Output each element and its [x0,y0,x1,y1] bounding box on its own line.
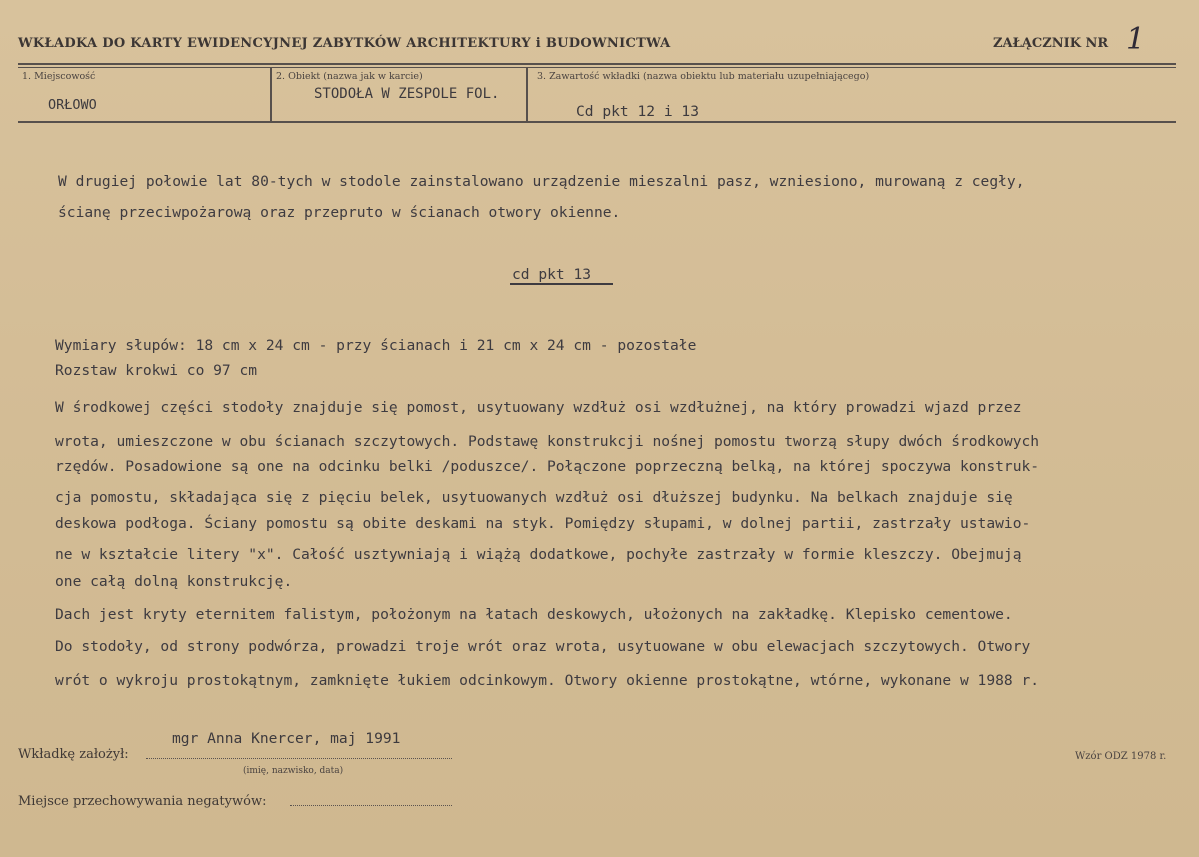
author-line [146,758,452,759]
body-line: wrota, umieszczone w obu ścianach szczytowych. Podstawę konstrukcji nośnej pomostu tworzą słupy dwóch środkowych [55,433,1040,450]
author-hint: (imię, nazwisko, data) [243,766,344,776]
body-line: rzędów. Posadowione są one na odcinku belki /poduszce/. Połączone poprzeczną belką, na której spoczywa konstruk- [55,458,1040,475]
document-title: WKŁADKA DO KARTY EWIDENCYJNEJ ZABYTKÓW ARCHITEKTURY i BUDOWNICTWA [18,36,671,51]
body-line: Dach jest kryty eternitem falistym, położonym na łatach deskowych, ułożonych na zakładkę. Klepisko cementowe. [55,606,1013,623]
place-label: 1. Miejscowość [22,71,96,82]
author-label: Wkładkę założył: [18,747,129,762]
place-value: ORŁOWO [48,97,97,113]
body-line: Do stodoły, od strony podwórza, prowadzi troje wrót oraz wrota, usytuowane w obu elewacjach szczytowych. Otwory [55,638,1031,655]
form-id: Wzór ODZ 1978 r. [1075,751,1167,762]
object-label: 2. Obiekt (nazwa jak w karcie) [276,71,423,82]
header-rule-top [18,63,1176,65]
header-rule-top-thin [18,67,1176,68]
content-label: 3. Zawartość wkładki (nazwa obiektu lub materiału uzupełniającego) [537,71,870,82]
content-value: Cd pkt 12 i 13 [576,103,700,120]
intro-line: W drugiej połowie lat 80-tych w stodole zainstalowano urządzenie mieszalni pasz, wzniesiono, murowaną z cegły, [58,173,1025,190]
body-line: wrót o wykroju prostokątnym, zamknięte łukiem odcinkowym. Otwory okienne prostokątne, wtórne, wykonane w 1988 r. [55,672,1040,689]
subheading: cd pkt 13 [512,266,592,283]
object-value: STODOŁA W ZESPOLE FOL. [314,86,500,102]
negatives-label: Miejsce przechowywania negatywów: [18,794,267,809]
body-line: Rozstaw krokwi co 97 cm [55,362,258,379]
intro-line: ścianę przeciwpożarową oraz przepruto w ścianach otwory okienne. [58,204,621,221]
annex-number: 1 [1126,22,1146,57]
author-value: mgr Anna Knercer, maj 1991 [172,730,401,747]
body-line: cja pomostu, składająca się z pięciu belek, usytuowanych wzdłuż osi dłuższej budynku. Na belkach znajduje się [55,489,1013,506]
negatives-line [290,805,452,806]
body-line: deskowa podłoga. Ściany pomostu są obite deskami na styk. Pomiędzy słupami, w dolnej partii, zastrzały ustawio- [55,515,1031,532]
body-line: W środkowej części stodoły znajduje się pomost, usytuowany wzdłuż osi wzdłużnej, na który prowadzi wjazd przez [55,399,1022,416]
annex-label: ZAŁĄCZNIK NR [993,36,1109,51]
body-line: one całą dolną konstrukcję. [55,573,293,590]
header-rule-bottom [18,121,1176,123]
body-line: ne w kształcie litery "x". Całość usztywniają i wiążą dodatkowe, pochyłe zastrzały w formie kleszczy. Obejmują [55,546,1022,563]
body-line: Wymiary słupów: 18 cm x 24 cm - przy ścianach i 21 cm x 24 cm - pozostałe [55,337,697,354]
subheading-underline [510,283,613,285]
field-divider-2 [526,67,528,121]
field-divider-1 [270,67,272,121]
